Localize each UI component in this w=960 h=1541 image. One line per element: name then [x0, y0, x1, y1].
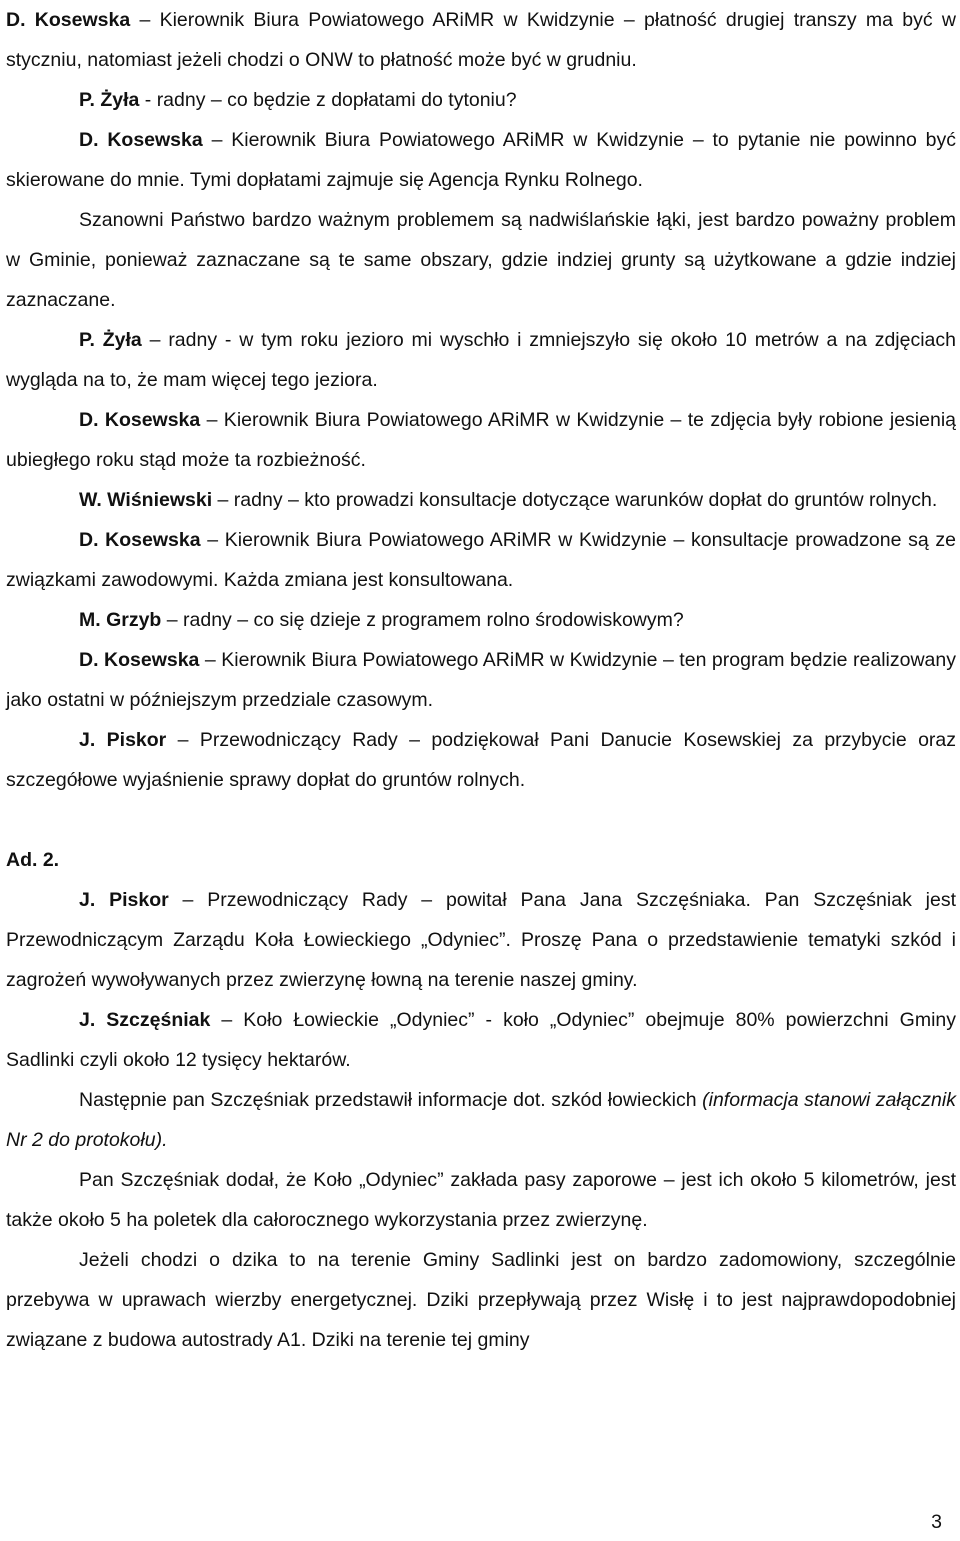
paragraph-p14 [6, 1000, 956, 1080]
paragraph-p12 [6, 840, 956, 880]
paragraph-text: Jeżeli chodzi o dzika to na terenie Gminy Sadlinki jest on bardzo zadomowiony, szczególnie przebywa w uprawach wierzby energetycznej. Dziki przepływają przez Wisłę i to jest najprawdopodobniej związane z budowa autostrady A1. Dziki na terenie tej gminy [6, 1249, 956, 1351]
paragraph-text: – Kierownik Biura Powiatowego ARiMR w Kwidzynie – to pytanie nie powinno być skierowane do mnie. Tymi dopłatami zajmuje się Agencja Rynku Rolnego. [6, 129, 957, 191]
paragraph-text: – Przewodniczący Rady – powitał Pana Jana Szczęśniaka. Pan Szczęśniak jest Przewodniczącym Zarządu Koła Łowieckiego „Odyniec”. Proszę Pana o przedstawienie tematyki szkód i zagrożeń wywoływanych przez zwierzynę łowną na terenie naszej gminy. [6, 889, 957, 991]
paragraph-text: – Kierownik Biura Powiatowego ARiMR w Kwidzynie – ten program będzie realizowany jako ostatni w późniejszym przedziale czasowym. [6, 649, 956, 711]
speaker-name: D. Kosewska [79, 409, 201, 431]
paragraph-p1 [6, 0, 956, 80]
speaker-name: D. Kosewska [79, 649, 200, 671]
paragraph-p4 [6, 200, 956, 320]
speaker-name: J. Szczęśniak [79, 1009, 211, 1031]
paragraph-text: – Przewodniczący Rady – podziękował Pani Danucie Kosewskiej za przybycie oraz szczegółowe wyjaśnienie sprawy dopłat do gruntów rolnych. [6, 729, 957, 791]
paragraph-text: – radny - w tym roku jezioro mi wyschło i zmniejszyło się około 10 metrów a na zdjęciach wygląda na to, że mam więcej tego jeziora. [6, 329, 956, 391]
paragraph-p16 [6, 1160, 956, 1240]
paragraph-text: – Kierownik Biura Powiatowego ARiMR w Kwidzynie – płatność drugiej transzy ma być w styczniu, natomiast jeżeli chodzi o ONW to płatność może być w grudniu. [6, 9, 956, 71]
speaker-name: J. Piskor [79, 889, 169, 911]
speaker-name: P. Żyła [79, 329, 142, 351]
paragraph-text: Pan Szczęśniak dodał, że Koło „Odyniec” zakłada pasy zaporowe – jest ich około 5 kilometrów, jest także około 5 ha poletek dla całorocznego wykorzystania przez zwierzynę. [6, 1169, 956, 1231]
paragraph-p11 [6, 720, 956, 800]
paragraph-text: – radny – kto prowadzi konsultacje dotyczące warunków dopłat do gruntów rolnych. [212, 489, 938, 511]
page-number: 3 [931, 1511, 942, 1533]
paragraph-p5 [6, 320, 956, 400]
paragraph-p6 [6, 400, 956, 480]
speaker-name: M. Grzyb [79, 609, 162, 631]
paragraph-text: – Kierownik Biura Powiatowego ARiMR w Kwidzynie – te zdjęcia były robione jesienią ubiegłego roku stąd może ta rozbieżność. [6, 409, 956, 471]
speaker-name: D. Kosewska [6, 9, 131, 31]
paragraph-text: - radny – co będzie z dopłatami do tytoniu? [139, 89, 517, 111]
paragraph-p10 [6, 640, 956, 720]
paragraph-p17 [6, 1240, 956, 1360]
speaker-name: Ad. 2. [6, 849, 60, 871]
italic-note: (informacja stanowi załącznik Nr 2 do protokołu). [6, 1089, 956, 1151]
paragraph-p13 [6, 880, 956, 1000]
paragraph-text: – Kierownik Biura Powiatowego ARiMR w Kwidzynie – konsultacje prowadzone są ze związkami zawodowymi. Każda zmiana jest konsultowana. [6, 529, 956, 591]
speaker-name: P. Żyła [79, 89, 140, 111]
paragraph-text: Szanowni Państwo bardzo ważnym problemem są nadwiślańskie łąki, jest bardzo poważny problem w Gminie, ponieważ zaznaczane są te same obszary, gdzie indziej grunty są użytkowane a gdzie indziej zaznaczane. [6, 209, 956, 311]
document-page [6, 0, 956, 1360]
paragraph-p15 [6, 1080, 956, 1160]
speaker-name: W. Wiśniewski [79, 489, 213, 511]
paragraph-p2 [6, 80, 956, 120]
paragraph-text: Następnie pan Szczęśniak przedstawił informacje dot. szkód łowieckich [79, 1089, 703, 1111]
paragraph-text: – Koło Łowieckie „Odyniec” - koło „Odyniec” obejmuje 80% powierzchni Gminy Sadlinki czyli około 12 tysięcy hektarów. [6, 1009, 956, 1071]
paragraph-p7 [6, 480, 956, 520]
speaker-name: J. Piskor [79, 729, 167, 751]
paragraph-text: – radny – co się dzieje z programem rolno środowiskowym? [161, 609, 684, 631]
paragraph-p9 [6, 600, 956, 640]
speaker-name: D. Kosewska [79, 529, 201, 551]
speaker-name: D. Kosewska [79, 129, 203, 151]
paragraph-p3 [6, 120, 956, 200]
paragraph-p8 [6, 520, 956, 600]
document-body [6, 0, 956, 1360]
